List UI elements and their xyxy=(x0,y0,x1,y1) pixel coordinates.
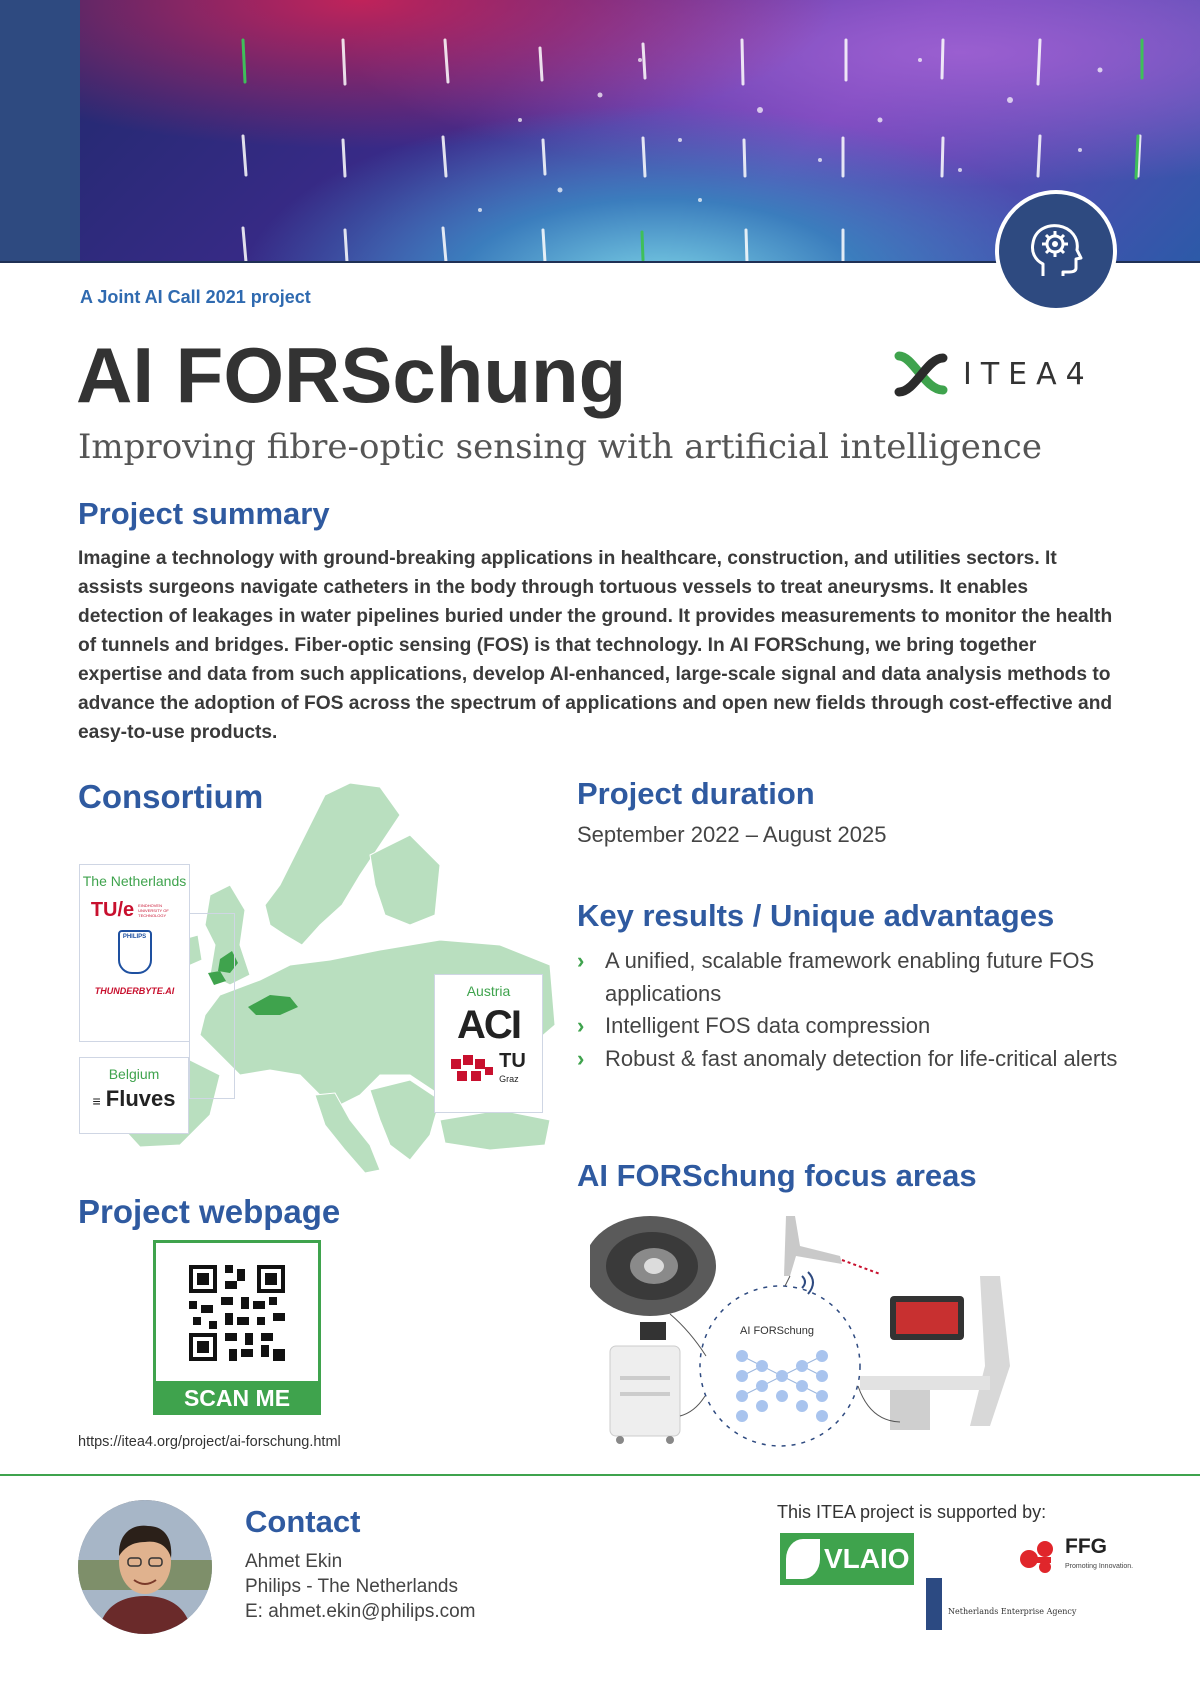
philips-logo xyxy=(118,930,152,974)
connector-line xyxy=(785,1276,790,1286)
fluves-logo xyxy=(80,1086,188,1112)
tu-graz-tu-text: TU xyxy=(499,1050,526,1072)
tunnel-image xyxy=(590,1216,716,1316)
tu-graz-logo xyxy=(435,1050,542,1086)
hero-side-bar xyxy=(0,0,80,263)
qr-code-image xyxy=(189,1265,285,1361)
austria-partners-box xyxy=(434,974,543,1113)
chevron-right-icon: › xyxy=(577,1013,585,1038)
netherlands-box-shadow xyxy=(189,913,235,1099)
ai-hub-ring xyxy=(700,1286,860,1446)
duration-heading: Project duration xyxy=(577,776,815,811)
connector-line xyxy=(680,1396,705,1416)
medical-imaging-system-image xyxy=(860,1276,1010,1430)
itea4-text: ITEA4 xyxy=(963,356,1094,392)
key-result-item xyxy=(577,945,1137,1010)
contact-name: Ahmet Ekin xyxy=(245,1551,343,1572)
aci-logo: ACI xyxy=(457,1003,520,1047)
fluves-mark-icon: ≡ xyxy=(92,1093,100,1109)
focus-areas-diagram xyxy=(590,1216,1030,1456)
rvo-logo xyxy=(926,1578,1076,1630)
page-title: AI FORSchung xyxy=(76,331,627,419)
tu-graz-graz-text: Graz xyxy=(499,1074,519,1084)
itea-mark-icon xyxy=(893,350,949,398)
tu-graz-mark-icon xyxy=(451,1055,495,1085)
key-result-item xyxy=(577,1010,1137,1043)
key-result-text: A unified, scalable framework enabling future FOS applications xyxy=(605,948,1095,1006)
focus-areas-heading: AI FORSchung focus areas xyxy=(577,1158,977,1193)
ffg-logo-text: FFG xyxy=(1065,1535,1107,1558)
ffg-logo xyxy=(1015,1537,1133,1577)
tue-logo-subtext: EINDHOVEN UNIVERSITY OF TECHNOLOGY xyxy=(138,903,169,918)
chevron-right-icon: › xyxy=(577,1045,585,1071)
summary-text: Imagine a technology with ground-breaking applications in healthcare, construction, and utilities sectors. It assists surgeons navigate catheters in the body through tortuous vessels to treat aneurysms. It enables detection of leakages in water pipelines buried under the ground. It provides measurements to monitor the health of tunnels and bridges. Fiber-optic sensing (FOS) is that technology. In AI FORSchung, we bring together expertise and data from such applications, develop AI-enhanced, large-scale signal and data analysis methods to advance the adoption of FOS across the spectrum of applications and open new fields through cost-effective and easy-to-use products. xyxy=(78,548,1113,743)
key-result-text: Intelligent FOS data compression xyxy=(605,1013,931,1038)
chevron-right-icon: › xyxy=(577,948,585,973)
country-label-belgium: Belgium xyxy=(108,1066,160,1082)
person-photo xyxy=(78,1500,212,1634)
contact-organization: Philips - The Netherlands xyxy=(245,1576,458,1597)
ffg-mark-icon xyxy=(1015,1539,1059,1575)
page-subtitle: Improving fibre-optic sensing with artificial intelligence xyxy=(78,427,1042,467)
key-result-text: Robust & fast anomaly detection for life-critical alerts xyxy=(605,1045,1118,1071)
vlaio-leaf-icon xyxy=(786,1539,820,1579)
head-gear-icon xyxy=(995,190,1117,312)
contact-email-link[interactable]: E: ahmet.ekin@philips.com xyxy=(245,1601,476,1622)
netherlands-partners-box xyxy=(79,864,190,1042)
fluves-logo-text: Fluves xyxy=(105,1086,176,1111)
webpage-heading: Project webpage xyxy=(78,1193,341,1230)
key-result-item xyxy=(577,1043,1137,1076)
thunderbyte-logo: THUNDERBYTE.AI xyxy=(94,986,175,996)
contact-heading: Contact xyxy=(245,1504,361,1539)
project-url-link[interactable]: https://itea4.org/project/ai-forschung.html xyxy=(78,1434,341,1450)
scan-me-button[interactable]: SCAN ME xyxy=(153,1381,321,1415)
key-results-heading: Key results / Unique advantages xyxy=(577,898,1055,933)
country-label-austria: Austria xyxy=(466,983,511,999)
vlaio-logo-text: VLAIO xyxy=(824,1543,910,1574)
belgium-partners-box xyxy=(79,1057,189,1134)
tagline: A Joint AI Call 2021 project xyxy=(80,287,311,307)
rvo-emblem-icon xyxy=(926,1578,942,1630)
rvo-logo-text: Netherlands Enterprise Agency xyxy=(948,1607,1077,1616)
contact-avatar xyxy=(78,1500,212,1634)
supporters-label: This ITEA project is supported by: xyxy=(777,1502,1047,1522)
ai-hub-label: AI FORSchung xyxy=(740,1325,814,1337)
tue-logo: TU/e xyxy=(90,899,135,921)
itea4-logo xyxy=(893,350,1094,398)
duration-text: September 2022 – August 2025 xyxy=(577,822,887,847)
summary-heading: Project summary xyxy=(78,496,330,531)
key-results-list xyxy=(577,945,1137,1075)
neural-network-icon xyxy=(736,1350,828,1422)
catheter-probe-image xyxy=(784,1216,880,1294)
footer-divider xyxy=(0,1474,1200,1476)
ffg-tagline: Promoting Innovation. xyxy=(1065,1563,1134,1570)
country-label-netherlands: The Netherlands xyxy=(82,873,187,889)
consortium-heading: Consortium xyxy=(78,778,264,815)
vlaio-logo xyxy=(780,1533,914,1585)
monitoring-device-image xyxy=(610,1322,680,1444)
philips-logo-text: PHILIPS xyxy=(122,934,147,940)
